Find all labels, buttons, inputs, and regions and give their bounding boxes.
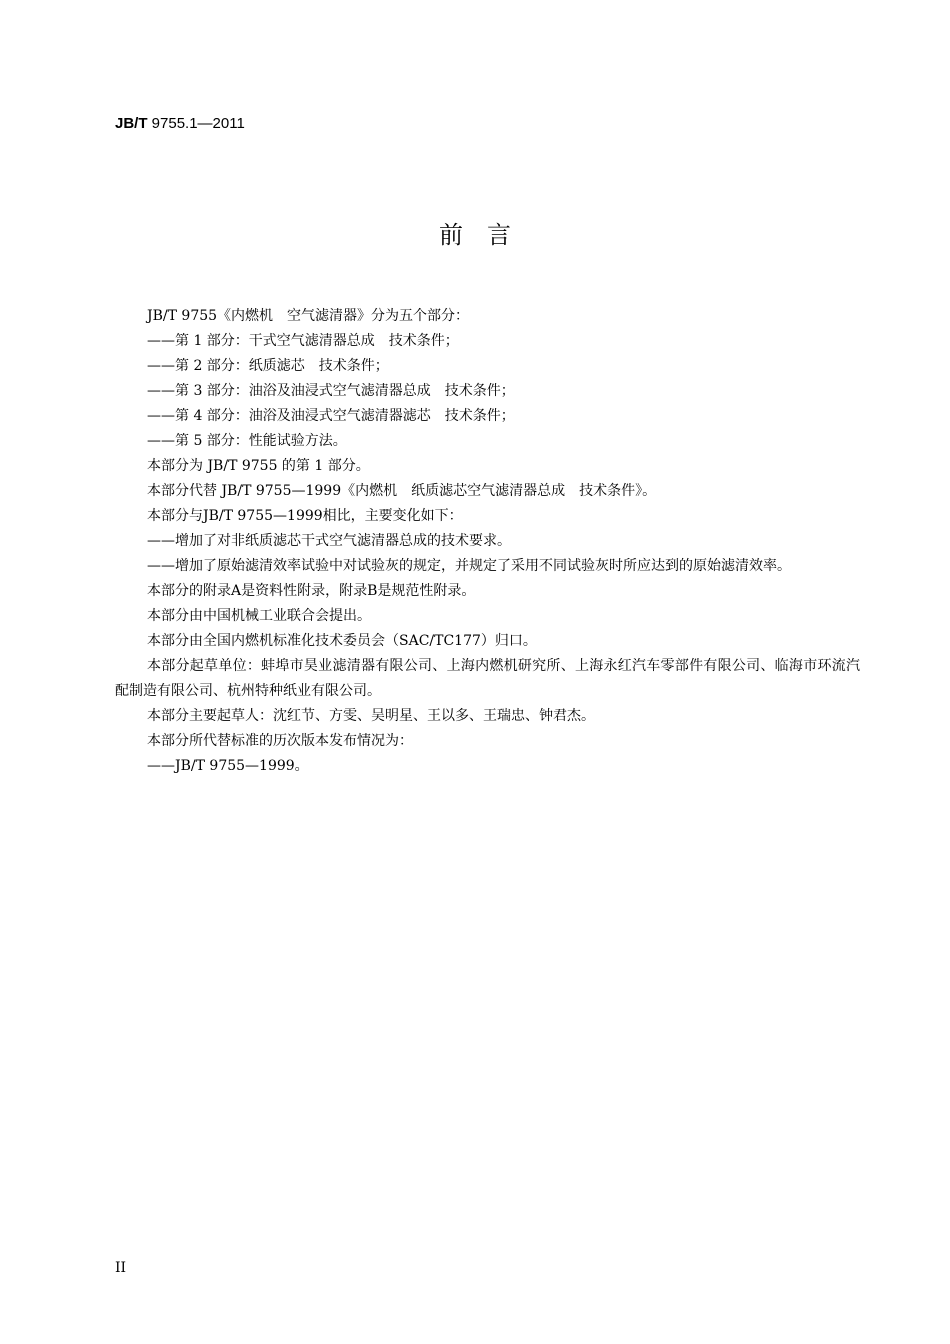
list-item-change-1: ——增加了对非纸质滤芯干式空气滤清器总成的技术要求。 bbox=[147, 533, 511, 549]
list-item-part-3: ——第 3 部分：油浴及油浸式空气滤清器总成 技术条件； bbox=[147, 383, 515, 399]
standard-code-prefix: JB/T bbox=[115, 115, 148, 132]
list-item-change-2: ——增加了原始滤清效率试验中对试验灰的规定，并规定了采用不同试验灰时所应达到的原始滤清效率。 bbox=[147, 558, 791, 574]
list-item-part-4: ——第 4 部分：油浴及油浸式空气滤清器滤芯 技术条件； bbox=[147, 408, 515, 424]
standard-code-number: 9755.1—2011 bbox=[147, 115, 245, 132]
list-item-part-2: ——第 2 部分：纸质滤芯 技术条件； bbox=[147, 358, 389, 374]
foreword-body bbox=[115, 304, 860, 779]
paragraph-parts-intro: JB/T 9755《内燃机 空气滤清器》分为五个部分： bbox=[147, 308, 470, 324]
list-item-previous-edition: ——JB/T 9755—1999。 bbox=[147, 758, 309, 774]
list-item-part-1: ——第 1 部分：干式空气滤清器总成 技术条件； bbox=[147, 333, 459, 349]
paragraph-drafting-units: 本部分起草单位：蚌埠市昊业滤清器有限公司、上海内燃机研究所、上海永红汽车零部件有限公司、临海市环流汽配制造有限公司、杭州特种纸业有限公司。 bbox=[115, 658, 860, 699]
page-number: II bbox=[115, 1260, 127, 1276]
paragraph-this-part: 本部分为 JB/T 9755 的第 1 部分。 bbox=[147, 458, 370, 474]
page-title: 前言 bbox=[439, 221, 535, 249]
paragraph-annexes: 本部分的附录A是资料性附录，附录B是规范性附录。 bbox=[147, 583, 476, 599]
paragraph-replaces: 本部分代替 JB/T 9755—1999《内燃机 纸质滤芯空气滤清器总成 技术条件》。 bbox=[147, 483, 657, 499]
paragraph-centralized-by: 本部分由全国内燃机标准化技术委员会（SAC/TC177）归口。 bbox=[147, 633, 537, 649]
paragraph-previous-editions: 本部分所代替标准的历次版本发布情况为： bbox=[147, 733, 413, 749]
paragraph-proposed-by: 本部分由中国机械工业联合会提出。 bbox=[147, 608, 371, 624]
standard-code bbox=[115, 115, 245, 133]
paragraph-drafters: 本部分主要起草人：沈红节、方雯、吴明星、王以多、王瑞忠、钟君杰。 bbox=[147, 708, 595, 724]
paragraph-changes-intro: 本部分与JB/T 9755—1999相比，主要变化如下： bbox=[147, 508, 463, 524]
list-item-part-5: ——第 5 部分：性能试验方法。 bbox=[147, 433, 347, 449]
